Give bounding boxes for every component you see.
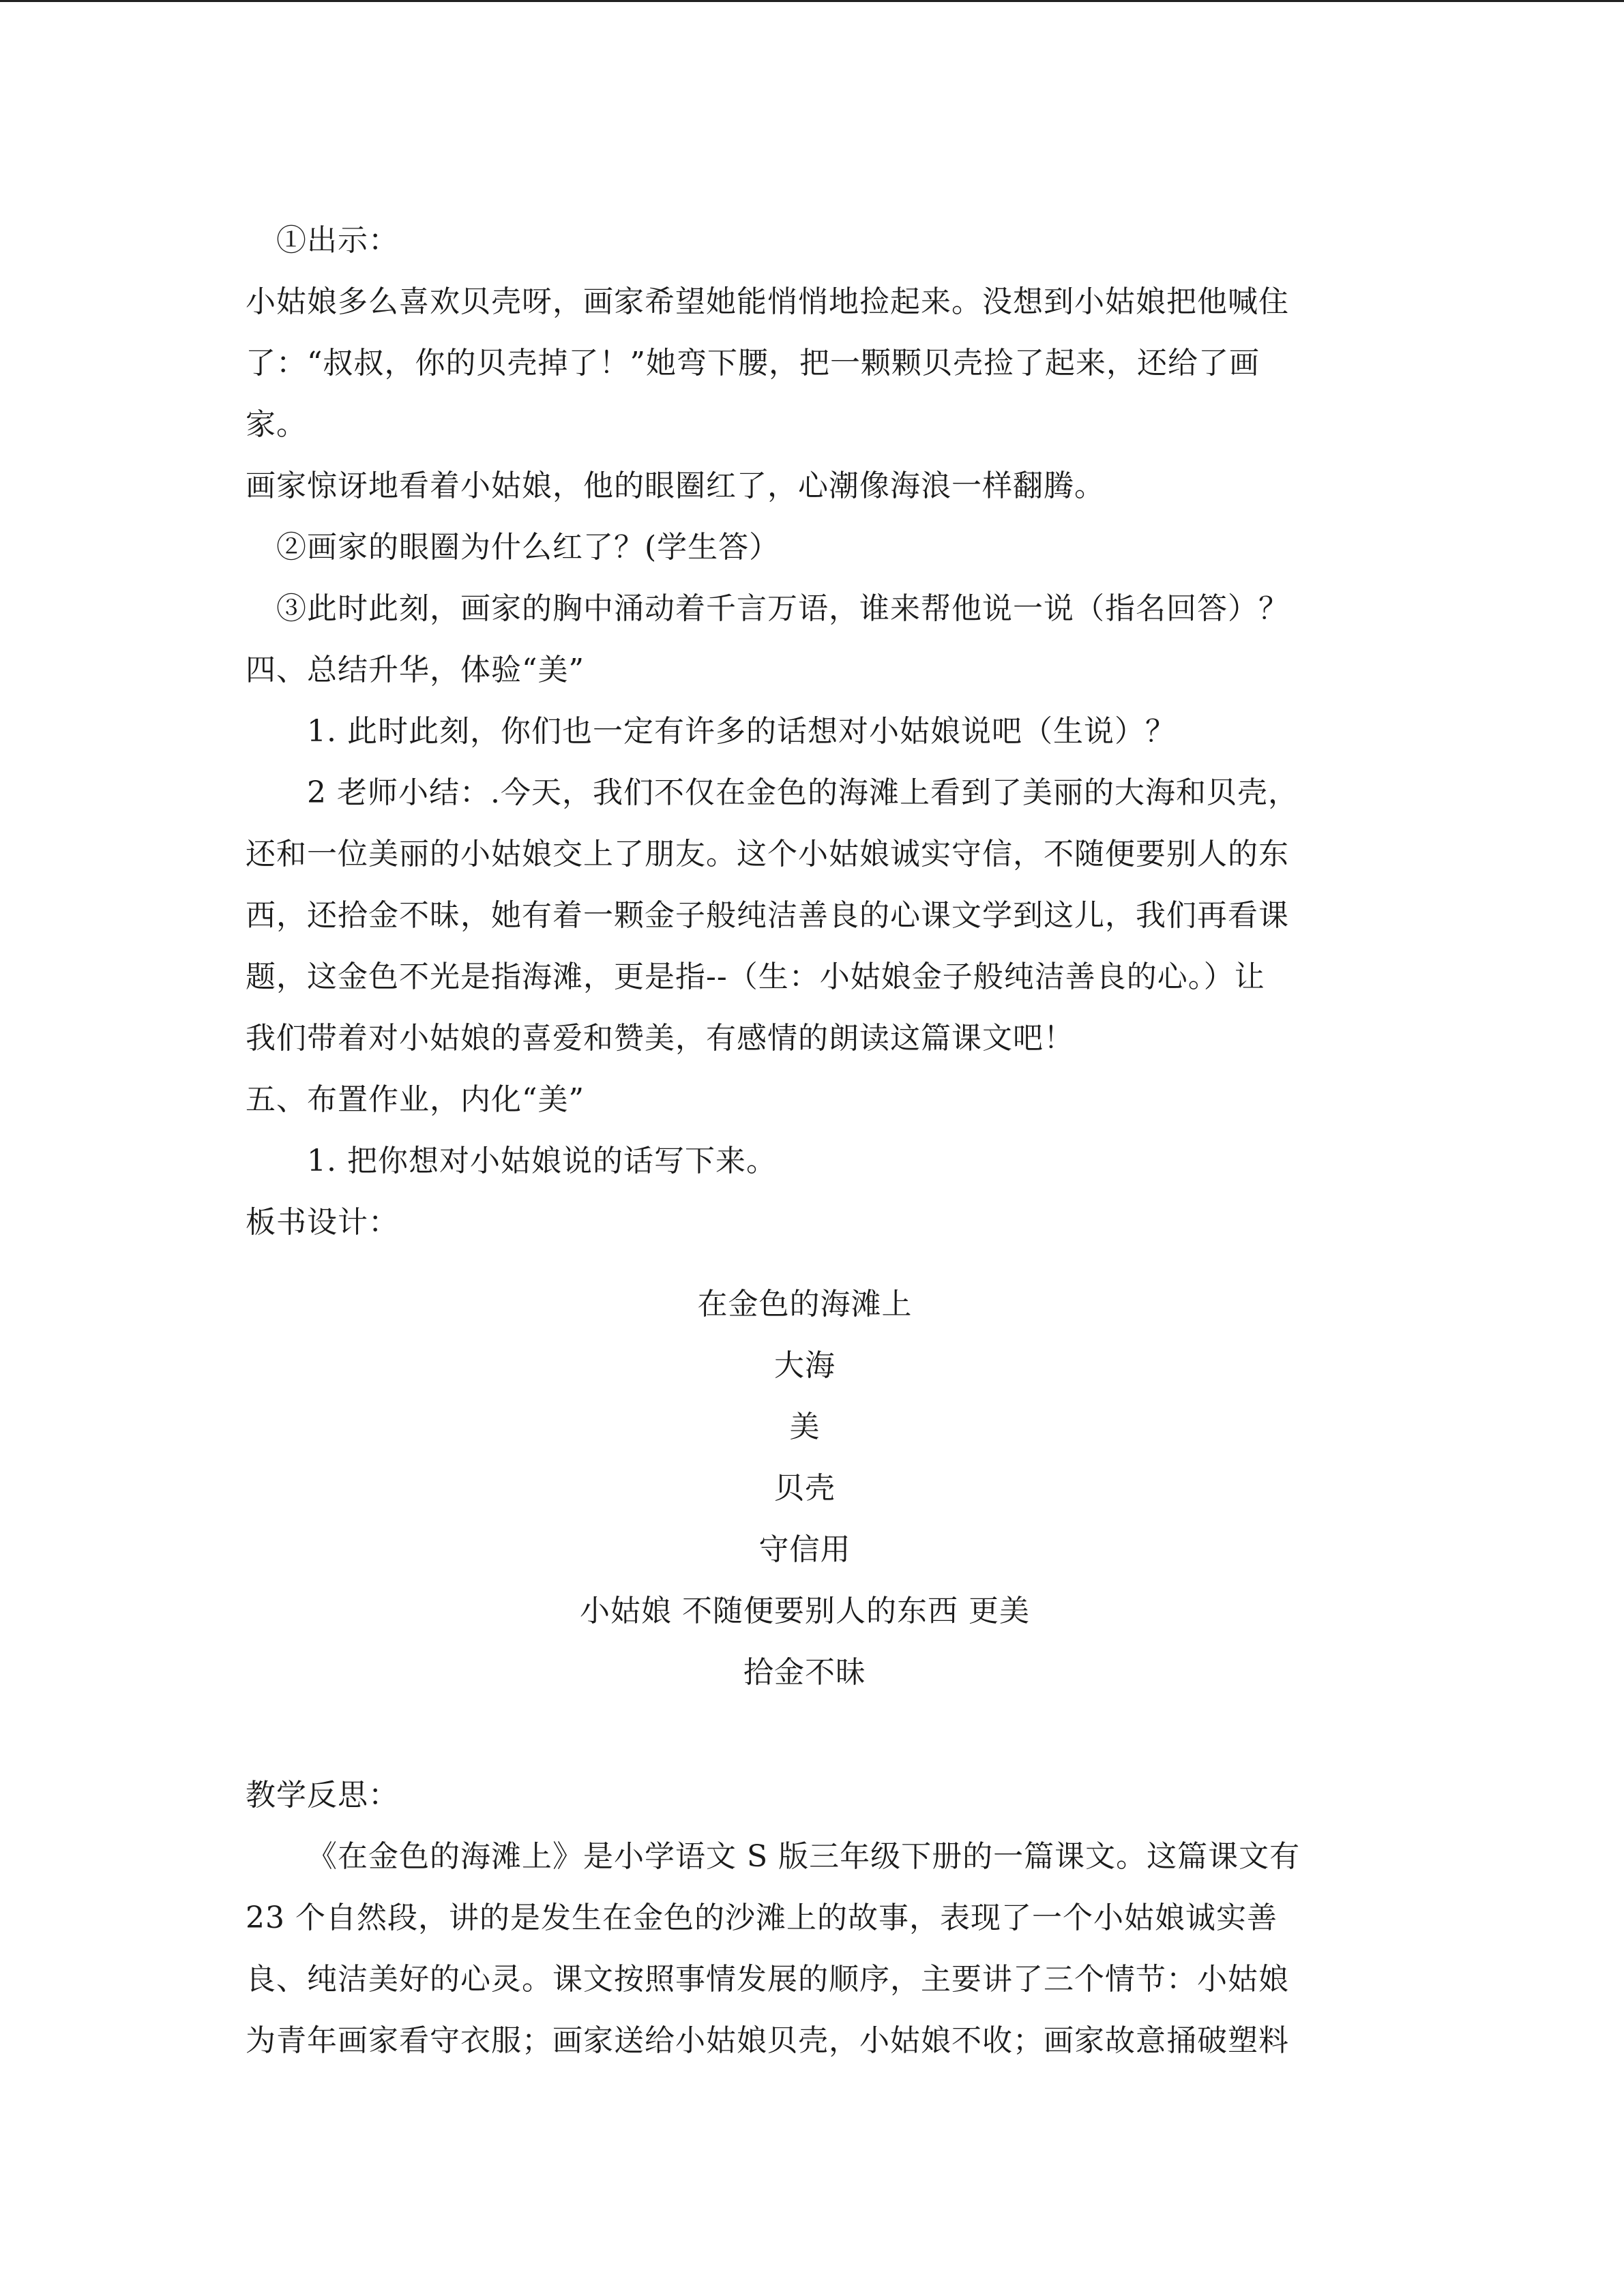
section-heading-5: 五、布置作业，内化“美” (246, 1082, 585, 1117)
board-design (246, 1274, 1364, 1703)
board-line: 守信用 (758, 1532, 851, 1567)
reflection-heading: 教学反思： (246, 1778, 399, 1813)
board-line: 大海 (774, 1348, 836, 1383)
board-line: 小姑娘 不随便要别人的东西 更美 (580, 1594, 1030, 1628)
paragraph-line: 了：“叔叔，你的贝壳掉了！”她弯下腰，把一颗颗贝壳捡了起来，还给了画 (246, 346, 1260, 381)
board-line: 拾金不昧 (743, 1655, 866, 1690)
section4-item-2: 2 老师小结：.今天，我们不仅在金色的海滩上看到了美丽的大海和贝壳， (307, 775, 1299, 810)
question-3: ③此时此刻，画家的胸中涌动着千言万语，谁来帮他说一说（指名回答）？ (276, 591, 1289, 626)
paragraph-line: 还和一位美丽的小姑娘交上了朋友。这个小姑娘诚实守信，不随便要别人的东 (246, 837, 1289, 871)
question-2: ②画家的眼圈为什么红了？(学生答） (276, 530, 780, 565)
document-page (246, 210, 1364, 2072)
paragraph-line: 我们带着对小姑娘的喜爱和赞美，有感情的朗读这篇课文吧！ (246, 1021, 1074, 1056)
paragraph-line: 西，还拾金不昧，她有着一颗金子般纯洁善良的心课文学到这儿，我们再看课 (246, 898, 1289, 933)
paragraph-line: 家。 (246, 407, 307, 442)
spacer (246, 1703, 1364, 1765)
reflection-line: 良、纯洁美好的心灵。课文按照事情发展的顺序，主要讲了三个情节：小姑娘 (246, 1962, 1289, 1997)
board-line: 贝壳 (774, 1471, 836, 1506)
section5-item-1: 1. 把你想对小姑娘说的话写下来。 (307, 1144, 777, 1178)
item-show: ①出示： (276, 223, 399, 258)
reflection-line: 《在金色的海滩上》是小学语文 S 版三年级下册的一篇课文。这篇课文有 (307, 1839, 1301, 1874)
board-line: 美 (789, 1410, 821, 1444)
section4-item-1: 1. 此时此刻，你们也一定有许多的话想对小姑娘说吧（生说）？ (307, 714, 1176, 749)
section-heading-4: 四、总结升华，体验“美” (246, 653, 585, 687)
paragraph-line: 小姑娘多么喜欢贝壳呀，画家希望她能悄悄地捡起来。没想到小姑娘把他喊住 (246, 284, 1289, 319)
board-design-heading: 板书设计： (246, 1205, 399, 1240)
reflection-line: 23 个自然段，讲的是发生在金色的沙滩上的故事，表现了一个小姑娘诚实善 (246, 1900, 1278, 1935)
page-top-border (0, 0, 1624, 2)
paragraph-line: 题，这金色不光是指海滩，更是指--（生：小姑娘金子般纯洁善良的心。）让 (246, 959, 1265, 994)
paragraph-line: 画家惊讶地看着小姑娘，他的眼圈红了，心潮像海浪一样翻腾。 (246, 468, 1105, 503)
reflection-line: 为青年画家看守衣服；画家送给小姑娘贝壳，小姑娘不收；画家故意捅破塑料 (246, 2023, 1289, 2058)
board-title: 在金色的海滩上 (697, 1287, 913, 1322)
